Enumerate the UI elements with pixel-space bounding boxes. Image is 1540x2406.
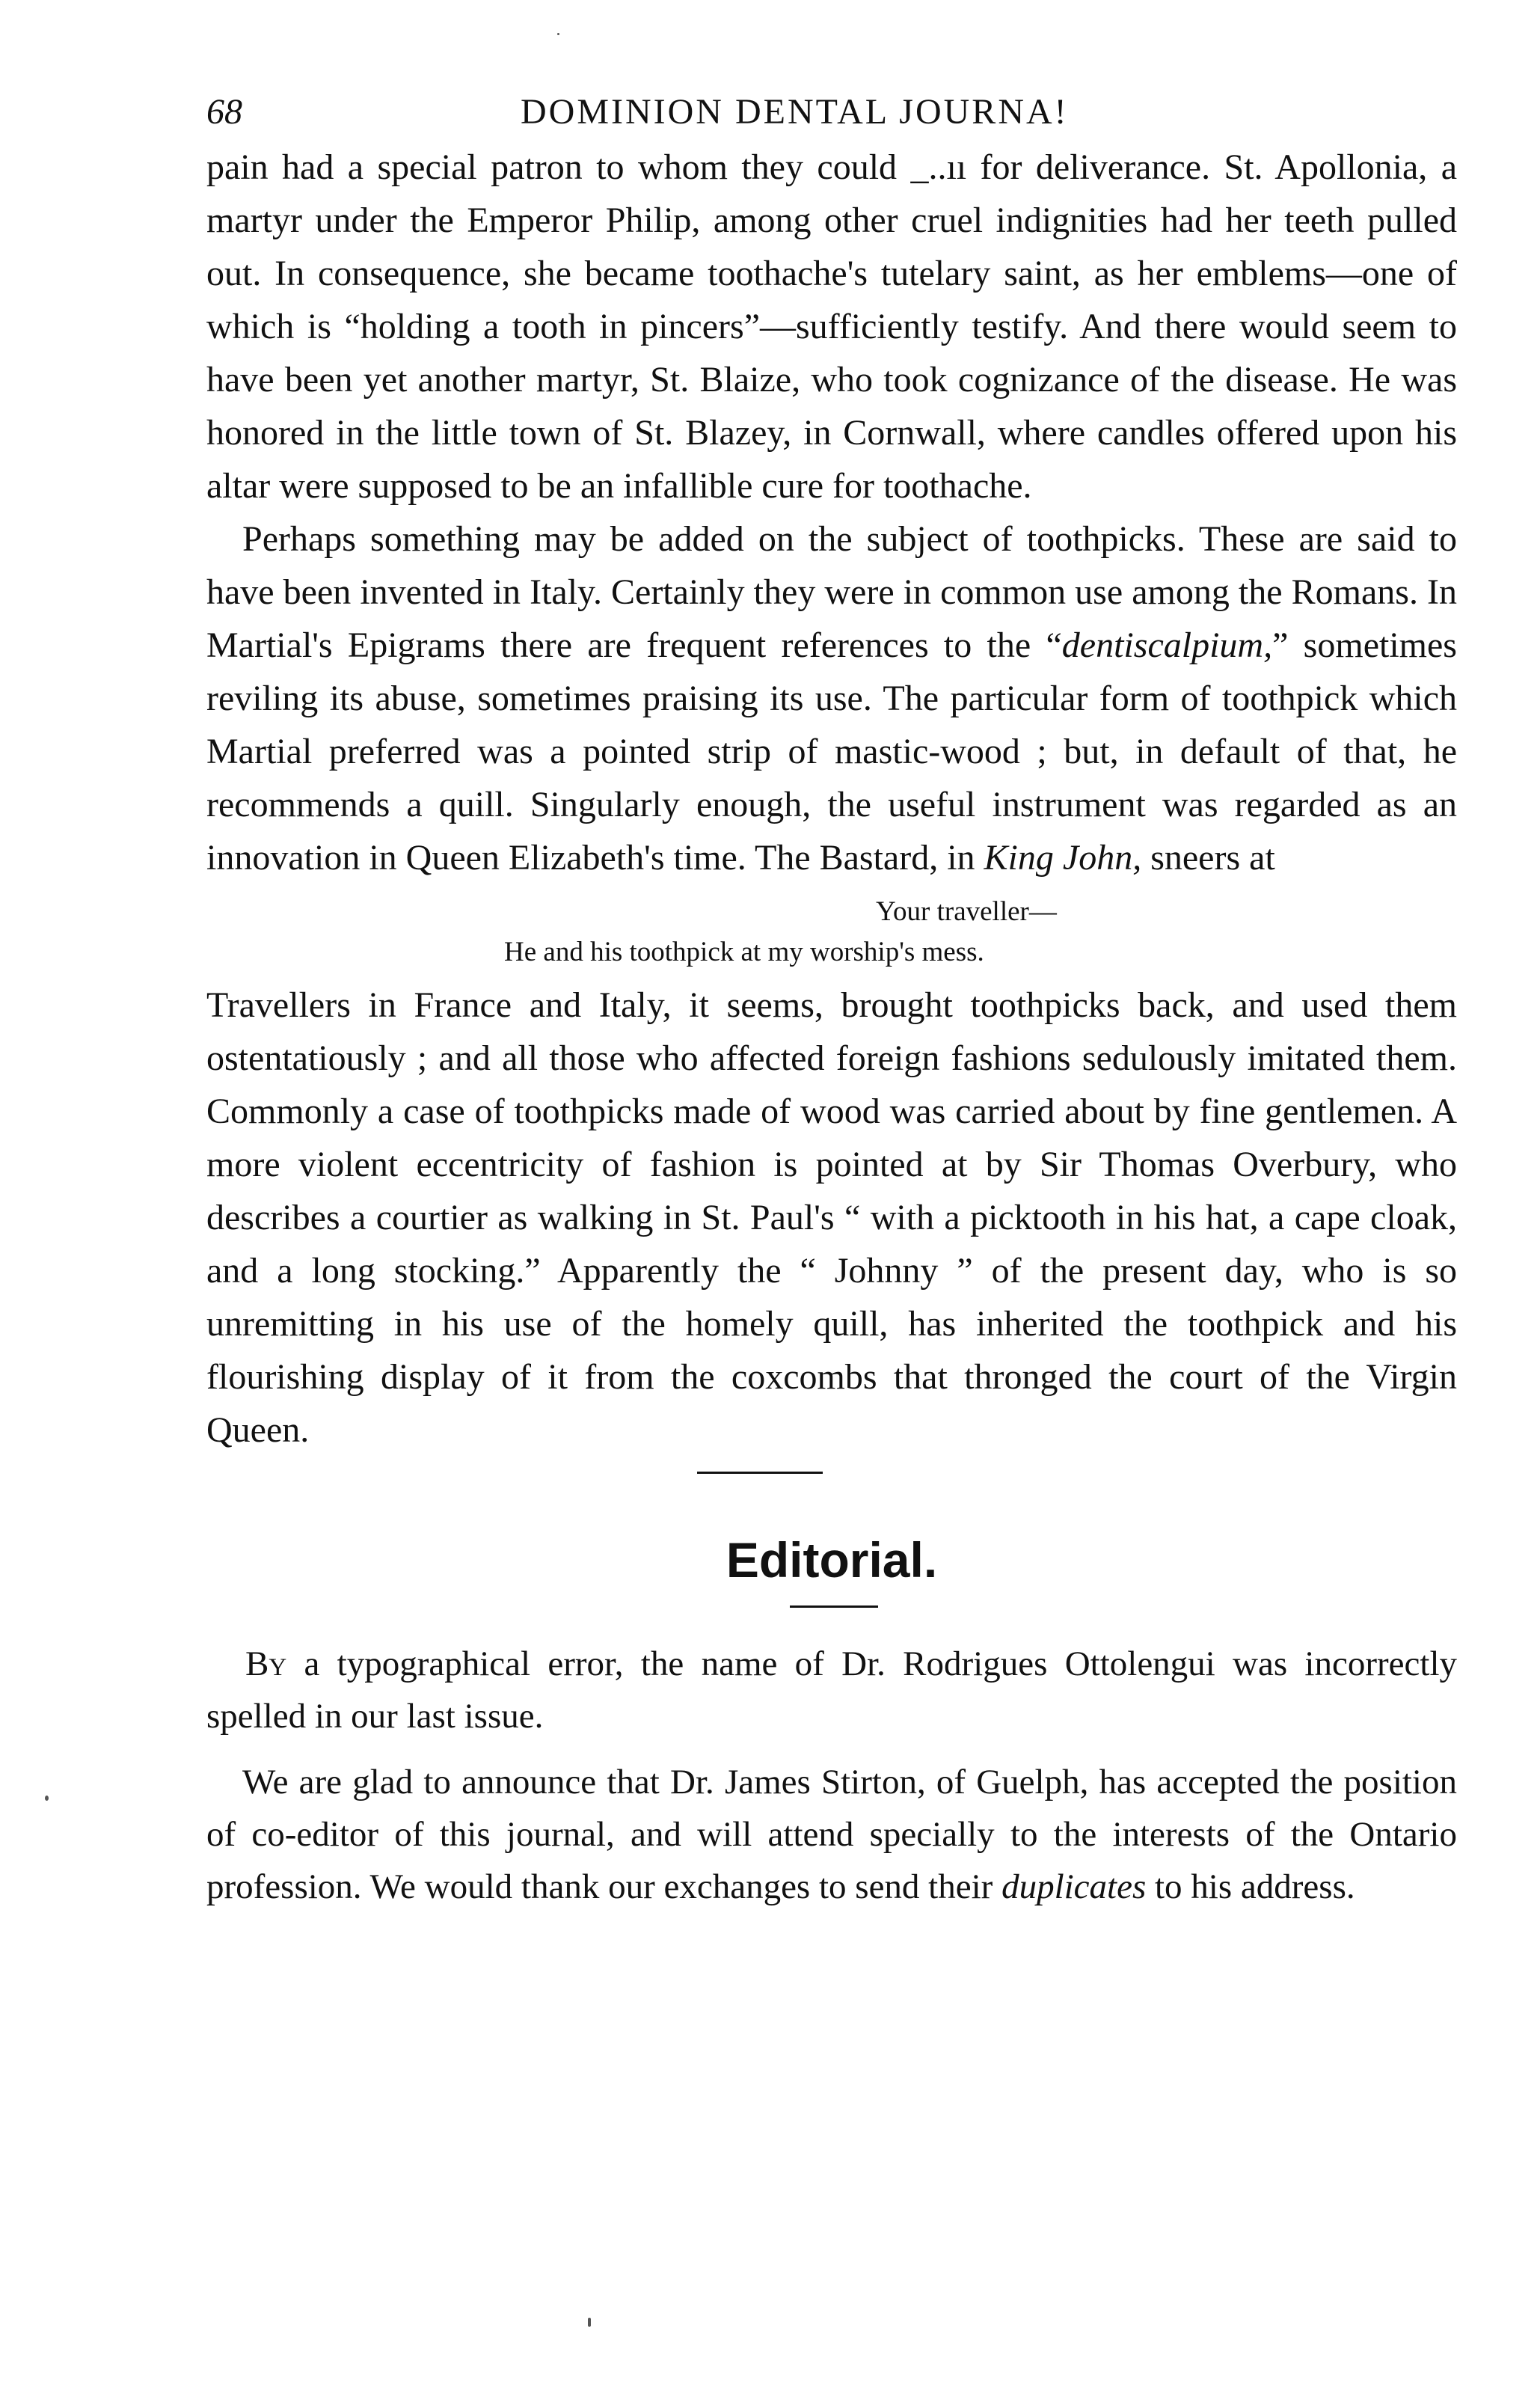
article-body: [206, 141, 1457, 1457]
italic-title-king-john: King John,: [984, 838, 1142, 878]
text-run: Perhaps something may be added on the subject of toothpicks. These are said to have been invented in Italy. Certainly they were in common use among the Romans. In Martial's Epigrams there are frequent references to the “: [206, 519, 1457, 665]
paragraph-patron-saints: pain had a special patron to whom they could _..ıı for deliverance. St. Apollonia, a martyr under the Emperor Philip, among other cruel indignities had her teeth pulled out. In consequence, she became toothache's tutelary saint, as her emblems—one of which is “holding a tooth in pincers”—sufficiently testify. And there would seem to have been yet another martyr, St. Blaize, who took cognizance of the disease. He was honored in the little town of St. Blazey, in Cornwall, where candles offered upon his altar were supposed to be an infallible cure for toothache.: [206, 147, 1457, 506]
paragraph-toothpicks-history: [206, 512, 1457, 884]
page-number: 68: [206, 92, 242, 132]
quote-line: Your traveller—: [876, 896, 1057, 927]
text-run: We are glad to announce that Dr. James Stirton, of Guelph, has accepted the position of co-editor of this journal, and will attend specially to the interests of the Ontario profession. We would thank our exchanges to send their: [206, 1763, 1457, 1906]
section-title: Editorial.: [725, 1532, 938, 1588]
opening-word: By: [245, 1644, 287, 1683]
section-divider: [697, 1472, 823, 1474]
verse-quote: [206, 892, 1457, 973]
editorial-section: [206, 1638, 1457, 1913]
scan-speck: [557, 33, 559, 35]
paragraph-travellers: Travellers in France and Italy, it seems, brought toothpicks back, and used them ostentatiously ; and all those who affected foreign fashions sedulously imitated them. Commonly a case of toothpicks made of wood was carried about by fine gentlemen. A more violent eccentricity of fashion is pointed at by Sir Thomas Overbury, who describes a courtier as walking in St. Paul's “ with a picktooth in his hat, a cape cloak, and a long stocking.” Apparently the “ Johnny ” of the present day, who is so unremitting in his use of the homely quill, has inherited the toothpick and his flourishing display of it from the coxcombs that thronged the court of the Virgin Queen.: [206, 985, 1457, 1450]
page: [206, 81, 1457, 1926]
editorial-paragraph-co-editor: [206, 1756, 1457, 1913]
text-run: ” sometimes reviling its abuse, sometimes praising its use. The particular form of toothpick which Martial preferred was a pointed strip of mastic-wood ; but, in default of that, he recommends a quill. Singularly enough, the useful instrument was regarded as an innovation in Queen Elizabeth's time. The Bastard, in: [206, 625, 1457, 878]
italic-word-duplicates: duplicates: [1001, 1867, 1147, 1906]
title-underline: [790, 1605, 878, 1608]
italic-term-dentiscalpium: dentiscalpium,: [1061, 625, 1273, 665]
text-run: to his address.: [1146, 1867, 1355, 1906]
running-head: [206, 81, 1457, 141]
scan-speck: [45, 1796, 49, 1801]
quote-line: He and his toothpick at my worship's mess.: [504, 937, 984, 967]
text-run: sneers at: [1141, 838, 1275, 878]
journal-title: DOMINION DENTAL JOURNA!: [521, 92, 1069, 132]
editorial-paragraph-correction: [206, 1638, 1457, 1742]
text-run: a typographical error, the name of Dr. Rodrigues Ottolengui was incorrectly spelled in our last issue.: [206, 1644, 1457, 1736]
scan-speck: [588, 2318, 591, 2327]
